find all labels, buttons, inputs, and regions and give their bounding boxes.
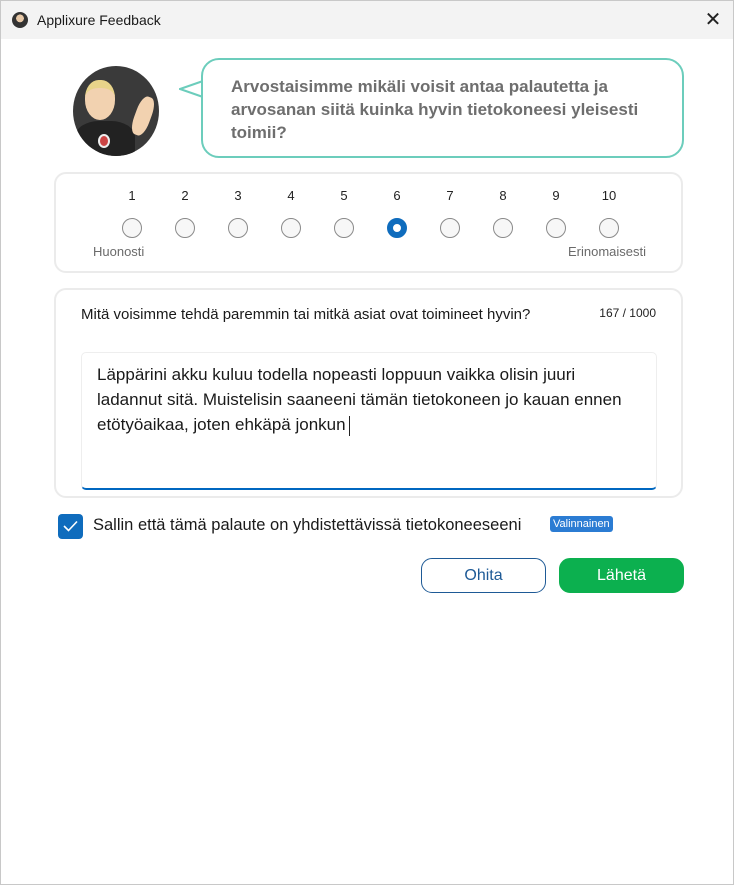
send-button[interactable]: Lähetä xyxy=(559,558,684,593)
rating-number: 4 xyxy=(287,188,295,203)
rating-number: 7 xyxy=(446,188,454,203)
comment-textarea[interactable] xyxy=(81,352,657,490)
rating-low-label: Huonosti xyxy=(93,244,145,259)
rating-radio-5[interactable] xyxy=(334,218,354,238)
rating-card xyxy=(54,172,683,273)
rating-radio-8[interactable] xyxy=(493,218,513,238)
rating-radio-2[interactable] xyxy=(175,218,195,238)
rating-radio-10[interactable] xyxy=(599,218,619,238)
window-title: Applixure Feedback xyxy=(37,12,161,28)
app-icon xyxy=(12,12,28,28)
text-caret xyxy=(349,416,350,436)
rating-radio-4[interactable] xyxy=(281,218,301,238)
consent-checkbox[interactable] xyxy=(58,514,83,539)
comment-question: Mitä voisimme tehdä paremmin tai mitkä asiat ovat toimineet hyvin? xyxy=(81,306,531,323)
skip-button[interactable]: Ohita xyxy=(421,558,546,593)
close-button[interactable]: ✕ xyxy=(704,9,722,31)
rating-number: 5 xyxy=(340,188,348,203)
title-bar xyxy=(1,1,733,39)
rating-radio-3[interactable] xyxy=(228,218,248,238)
optional-badge: Valinnainen xyxy=(550,516,613,532)
rating-number: 8 xyxy=(499,188,507,203)
rating-number: 10 xyxy=(601,188,617,203)
speech-bubble xyxy=(201,58,684,158)
rating-radio-7[interactable] xyxy=(440,218,460,238)
rating-high-label: Erinomaisesti xyxy=(567,244,646,259)
comment-card xyxy=(54,288,683,498)
rating-number: 2 xyxy=(181,188,189,203)
rating-number: 1 xyxy=(128,188,136,203)
rating-number: 3 xyxy=(234,188,242,203)
rating-radio-6[interactable] xyxy=(387,218,407,238)
prompt-text: Arvostaisimme mikäli voisit antaa palautetta ja arvosanan siitä kuinka hyvin tietokoneesi yleisesti toimii? xyxy=(231,77,639,142)
rating-number: 6 xyxy=(393,188,401,203)
rating-number: 9 xyxy=(552,188,560,203)
consent-label: Sallin että tämä palaute on yhdistettävissä tietokoneeseeni xyxy=(93,516,522,534)
rating-radio-1[interactable] xyxy=(122,218,142,238)
rating-radio-9[interactable] xyxy=(546,218,566,238)
comment-text: Läppärini akku kuluu todella nopeasti loppuun vaikka olisin juuri ladannut sitä. Muistelisin saaneeni tämän tietokoneen jo kauan ennen etötyöaikaa, joten ehkäpä jonkun xyxy=(97,365,622,434)
character-counter: 167 / 1000 xyxy=(599,306,656,320)
checkmark-icon xyxy=(63,520,78,532)
mascot-avatar xyxy=(73,66,159,156)
